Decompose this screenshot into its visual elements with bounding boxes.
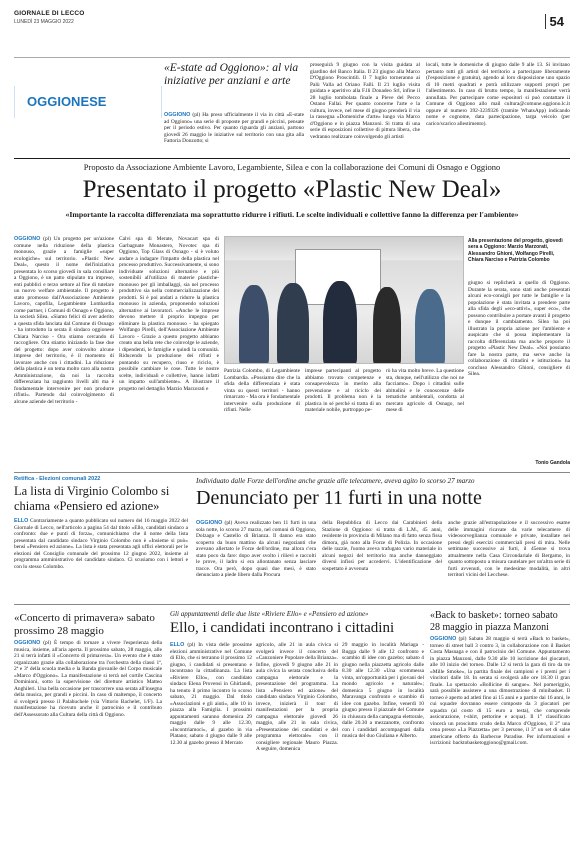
ello-col3: 29 maggio in località Mariaga - Bugga dalle 9 alle 12 confronto e scambio di idee con gazebo; sabato 4 giugno nella piazzetta agricolo dalle 8.30 alle 12.30 «Una scommessa vinta, un'opportunità per i giovani del mondo agricolo e naturale»; domenica 5 giugno in località Maravanga confronto e scambio di idee con gazebo. Infine, venerdì 10 giugno presso il piazzale del Comune in chiusura della campagna elettorale, dalle 20.30 a mezzanotte, confronto con i candidati accompagnati dalla musica del duo Giuliana e Alberto. bbox=[342, 642, 424, 739]
main-title: Presentato il progetto «Plastic New Deal» bbox=[82, 176, 502, 203]
list-body bbox=[14, 518, 188, 570]
ello-overline: Gli appuntamenti delle due liste «Riviere Ello» e «Pensiero ed azione» bbox=[170, 610, 369, 618]
main-text1: (pl) Un progetto per un'azione comune nella riduzione della plastica monouso, grazie a famiglie «super ecologiche» sul territorio. «Plastic New Deal», questo il nome dell'iniziativa presentata lo scorso giovedì in sala consiliare a Oggiono, è un patto stipulato tra imprese, enti pubblici e terzo settore al fine di tutelare un nuovo welfare ambientale. Il progetto è stato promosso dall'Associazione Ambiente Lavoro, capofila, Legambiente Lombardia come partner, i Comuni di Osnago e Oggiono, la società Silea. «Siamo felici di aver aderito a questa sfida lanciata dal Comune di Osnago - ha introdotto la serata il sindaco oggionese Chiara Narciso - Ora stiamo cercando di raccogliere. Ora stiamo iniziando la fase due del progetto: dopo aver coinvolto alcune imprese del territorio, è il momento di lavorare anche con i cittadini. La riduzione della plastica è un tema molto caro alla nostra Amministrazione, da noi la raccolta differenziata ha raggiunto livelli alti ma è fondamentale intervenire per non produrre rifiuti». Partendo dal coinvolgimento di alcune aziende del territorio - bbox=[14, 236, 114, 405]
theft-title: Denunciato per 11 furti in una notte bbox=[196, 487, 482, 509]
main-col2: Calvi spa di Merate, Novacart spa di Garbagnate Monastero, Novotec spa di Oggiono, Top Glass di Osnago - si è voluto andare a indagare l'impatto della plastica nel processo produttivo. Successivamente, si sono individuate soluzioni alternative e più sostenibili all'utilizzo di materie plastiche-monouso per gli imballaggi, sia nel processo produttivo sia nella commercializzazione dei prodotti. Si è poi andati a ridurre la plastica monouso in azienda, proponendo soluzioni alternative ai lavoratori. «Anche le imprese devono mettere il proprio impegno per eliminare la plastica monouso - ha spiegato Wolfango Pirelli, dell'Associazione Ambiente Lavoro - Grazie a questo progetto abbiamo creato una bella rete che coinvolge le aziende, i dipendenti, le famiglie e quindi la comunità. Riducendo la produzione dei rifiuti e puntando su recupero, riuso e riciclo, è possibile cambiare le cose. Tutte le nostre scelte, individuali e collettive, hanno infatti un impatto sull'ambiente». A illustrare il progetto nel dettaglio Marzio Marzorati e bbox=[119, 236, 219, 392]
ello-text1: (pl) In vista delle prossime elezioni amministrative nel Comune di Ello, che si terranno il prossimo 12 giugno, i candidati si presentano e incontrano la cittadinanza. La lista «Riviere Ello», con candidato sindaco Elena Provensi in Ghirlandi, ha tenuto il primo incontro lo scorso sabato, 21 maggio. Dal titolo «Associazioni e gli aiuti», alle 10 in piazza alla Famiglia. I prossimi appuntamenti saranno domenica 29 maggio dalle 9 alle 12.30, «Incontriamoci», al gazebo in via Platano; sabato 4 giugno dalle 9 alle 12.30 al gazebo presso il Mercato bbox=[170, 642, 252, 746]
person-4 bbox=[373, 287, 401, 364]
ello-title: Ello, i candidati incontrano i cittadini bbox=[170, 620, 395, 636]
list-title: La lista di Virginio Colombo si chiama «Pensiero ed azione» bbox=[14, 484, 170, 513]
list-tag: Retifica - Elezioni comunali 2022 bbox=[14, 476, 101, 482]
kicker: OGGIONO bbox=[164, 112, 191, 118]
person-1 bbox=[239, 285, 269, 364]
top-story-text1: (pl) Ha preso ufficialmente il via in città «E-state ad Oggiono» una serie di proposte per grandi e piccini, pensate per il periodo estivo. Per quanto riguarda gli anziani, partono giovedì 26 maggio le iniziative sul territorio con una gita alla Fattoria Donzotto; si bbox=[164, 112, 304, 144]
concert-text: (pl) È tempo di tornare a vivere l'esperienza della musica, insieme, all'aria aperta. Il prossimo sabato, 28 maggio, alle 21 si terrà infatti il «Concerto di primavera». Un evento che è stato organizzato grazie alla collaborazione tra l'orchestra della classi 1ª, 2ª e 3ª della scuola media e la Banda giovanile del Corpo musicale «Marco d'Oggiono». La manifestazione si terrà nel cortile Cascina Dominioni, sotto la supervisione del direttore artistico Matteo Anghileri. Una bella occasione per trascorrere una serata all'insegna della musica, per grandi e piccini. In caso di maltempo, il concerto si svolgerà presso il Palahuchele (via Vittorio Bachelet, 1/F). La manifestazione ha ricevuto anche il patrocinio e il contributo dell'Assessorato alla Cultura della città di Oggiono. bbox=[14, 640, 162, 718]
section-label: OGGIONESE bbox=[14, 86, 162, 118]
list-text: Contrariamente a quanto pubblicato sul numero del 16 maggio 2022 del Giornale di Lecco, nell'articolo a pagina 54 dal titolo «Ello, candidati sindaco a confronto: due e punti di forza», comunichiamo che il nome della lista presentata dal candidato sindaco Virginio Colombo non è «Insieme si può» bensì «Pensiero ed azione». La lista è stata presentata agli uffici elettorali per le elezioni del Consiglio comunale del prossimo 12 giugno 2022, insieme al programma amministrativo del candidato sindaco. Ci scusiamo con i lettori e con lo stesso Colombo. bbox=[14, 518, 188, 570]
kicker: OGGIONO bbox=[14, 236, 41, 242]
main-subtitle: «Importante la raccolta differenziata ma soprattutto ridurre i rifiuti. Le scelte individuali e collettive fanno la differenza per l'ambiente» bbox=[65, 210, 519, 219]
photo-credit: Tonio Gandola bbox=[535, 460, 570, 466]
basket-title: «Back to basket»: torneo sabato 28 maggio in piazza Manzoni bbox=[430, 610, 558, 633]
page-header bbox=[14, 10, 570, 58]
photo-caption: Alla presentazione del progetto, giovedì sera a Oggiono: Marzio Marzorati, Alessandro Ghioni, Wolfango Pirelli, Chiara Narciso e Patrizia Colombo bbox=[468, 238, 563, 263]
kicker: OGGIONO bbox=[196, 520, 223, 526]
ello-col2: agricolo, alle 21 in aula civica si svolgerà invece il concerto del «Canzoniere Popolare della Brianza». Infine, giovedì 9 giugno alle 21 in aula civica la serata conclusiva della campagna elettorale e la presentazione del programma. La lista «Pensiero ed azione» del candidato sindaco Virginio Colombo, invece, inizierà il tour di manifestazioni per la propria campagna elettorale giovedì 26 maggio, alle 21 in sala civica, «Presentazione dei candidati e del programma elettorale» con il consigliere regionale Mauro Piazza. A seguire, domenica bbox=[256, 642, 338, 752]
top-story-title-block bbox=[164, 62, 304, 88]
top-story-col1 bbox=[164, 112, 304, 145]
divider bbox=[14, 472, 570, 473]
concert-title: «Concerto di primavera» sabato prossimo 28 maggio bbox=[14, 612, 155, 637]
top-story-col3: locali, tutte le domeniche di giugno dalle 9 alle 13. Si invitano pertanto tutti gli artisti del territorio a partecipare liberamente (l'esposizione è gratuita), agendo ai loro disposizione uno spazio di 10 metri quadrati e potrà utilizzare supporti propri per l'allestimento. In caso di brutto tempo, la manifestazione verrà annullata. Per partecipare come espositori si può contattare il Comune di Oggiono allo mail cultura@comune.oggiono.lc.it oppure al numero 392-3239326 (tramite WhatsApp) indicando nome e cognome, data partecipazione, targa veicolo (per carico/scarico allestimento). bbox=[426, 62, 570, 127]
theft-text1: (pl) Aveva realizzato ben 11 furti in una sola notte, lo scorso 27 marzo, nel comuni di Oggiono, Dolzago e Castello di Brianza. Il danno era stato scoperto da buon mattino da alcuni negozianti che avevano allertato le Forze dell'ordine, ma allora c'era stato poco da fare: dopo aver svolto i rilievi e raccolti le prove, il ladro si era allontanato senza lasciare tracce. Ora però, dopo quasi due mesi, è stato denunciato a piede libero dalla Procura bbox=[196, 520, 316, 578]
page-number: 54 bbox=[545, 14, 564, 29]
divider bbox=[14, 158, 570, 159]
main-col1 bbox=[14, 236, 114, 468]
concert-body bbox=[14, 640, 162, 718]
person-5 bbox=[415, 289, 445, 364]
kicker: OGGIONO bbox=[14, 640, 41, 646]
event-photo bbox=[224, 236, 464, 364]
person-2 bbox=[277, 283, 309, 364]
issue-date: LUNEDÌ 23 MAGGIO 2022 bbox=[14, 19, 74, 25]
top-story-title: «E-state ad Oggiono»: al via iniziative per anziani e arte bbox=[164, 62, 299, 87]
divider bbox=[14, 604, 570, 605]
kicker: ELLO bbox=[170, 642, 185, 648]
ello-col1 bbox=[170, 642, 252, 746]
theft-col3: anche grazie all'estrapolazione e il successivo esame delle immagini ricavate da varie telecamere di videosorveglianza comunale e private, installate nei pressi degli esercizi commerciali presi di mira. Nelle settimane successive ai furti, il 45enne si trova attualmente nella Casa Circondariale di Bergamo, in quanto sottoposto a misura cautelare per un'altra serie di furti avvenuti, con le medesime modalità, in altri territori vicini del Lecchese. bbox=[448, 520, 570, 578]
newspaper-name: GIORNALE DI LECCO bbox=[14, 10, 85, 17]
basket-body bbox=[430, 636, 570, 747]
main-col4: imprese partecipanti al progetto abbiamo trovato competenze e consapevolezza in merito alla prevenzione e al riciclo dei prodotti. Il problema non è la plastica in sé perché si tratta di un materiale nobile, purtroppo pe- bbox=[305, 368, 381, 413]
main-overline: Proposto da Associazione Ambiente Lavoro, Legambiente, Silea e con la collaborazione dei Comuni di Osnago e Oggiono bbox=[83, 162, 501, 172]
basket-text: (pl) Sabato 28 maggio si terrà «Back to basket», torneo di street ball 3 contro 3, in collaborazione con il Basket Costa Masnaga e con il patrocinio del Comune. Appuntamento in piazza Manzoni, dalle 9.30 alle 10 iscrizione dei giocatori, alle 10 inizio del torneo. Dalle 12 si terrà la gara di tiro da tre «Mille Smoke», la partita finale dei campioni e i premi per i vincitori dalle 18. In serata si svolgerà alle ore 18.30 il gran finale. Lo spettacolo «Bollicine di sangue». Nel pomeriggio, sarà possibile assistere a una dimostrazione di minibasket. Il torneo è aperto ad atleti fino ai 15 anni e a partire dai 16 anni, le cui squadre dovranno essere composte da 3 giocatori per squadra (al costo di 15 euro a testa), che comprende assicurazione, t-shirt, pettorine e acqua). Il 1° classificato vincerà un prosciutto crudo della Marco d'Oggiono, il 2° una cena presso «La Piazzetta» per 3 persone, il 3° un set di salse americane offerto da Barbecue Paradise. Per informazioni e iscrizioni: backtobasketoggiono@gmail.com. bbox=[430, 636, 570, 746]
kicker: OGGIONO bbox=[430, 636, 457, 642]
top-story-col2: proseguirà 9 giugno con la visita guidata al giardino del Banco Italia. Il 23 giugno alla Marco D'Oggiono Proscintili. Il 7 luglio torneranno ai Palù Valla ad Oriano Falli. Il 21 luglio visita guidata e aperitivo alla F.lli Donadeo Srl, infine il 28 luglio tombolata finale a Pieve del Pecco Ostano Fallai. Per quanto concerne l'arte e la cultura, invece, nel mese di giugno prenderà il via la rassegna «Domeniche d'arte» lungo via Marco d'Oggiono e in piazza Manzoni. Si tratta di una serie di esposizioni collettive di pittura libera, che vedranno realizzare coinvolgendo gli artisti bbox=[310, 62, 420, 140]
theft-overline: Individuato dalle Forze dell'ordine anche grazie alle telecamere, aveva agito lo scorso 27 marzo bbox=[196, 477, 475, 485]
theft-col1 bbox=[196, 520, 316, 579]
main-col3: Patrizia Colombo, di Legambiente Lombardia. «Possiamo dire che la sfida della differenziata è stata vinta su questi territori - hanno rimarcato - Ma ora è fondamentale intervenire sulla produzione di rifiuti. Nelle bbox=[224, 368, 300, 413]
main-col6: giugno si replicherà a quello di Oggiono. Durante la serata, sono stati anche presentati alcuni eco-consigli per tutte le famiglie e la popolazione è stata invitata a prendere parte alla sfida degli «eco-attivi», super eco», che possono contribuire a portare avanti il progetto e dunque il cambiamento. Silea ha poi illustrato la propria azione per l'ambiente e auspicato che si possa implementare la raccolta differenziata ma anche proporre il progetto «Plastic New Deal». «Noi possiamo fare la nostra parte, ma serve anche la collaborazione di cittadini e istituzioni» ha concluso Alessandro Ghioni, consigliere di Silea. bbox=[468, 280, 570, 377]
theft-col2: della Repubblica di Lecco dai Carabinieri della Stazione di Oggiono: si tratta di L.M., 45 anni, residente in provincia di Milano ma di fatto senza fissa dimora, già noto alla Forze di Polizia. In occasione delle razzie, l'uomo aveva trafugato vario materiale in alcuni negozi del territorio ma anche danneggiato diversi infissi per accedervi. L'identificazione del sospettato è avvenuta bbox=[322, 520, 442, 572]
kicker: ELLO bbox=[14, 518, 29, 524]
person-3 bbox=[323, 281, 357, 364]
main-col5: rò ha vita molto breve. La questione sta, dunque, nell'utilizzo che noi ne facciamo». Dopo i cittadini sulle abitudini e le conoscenze delle tematiche ambientali, condotta al mercato agricolo di Osnago, nel mese di bbox=[386, 368, 464, 413]
